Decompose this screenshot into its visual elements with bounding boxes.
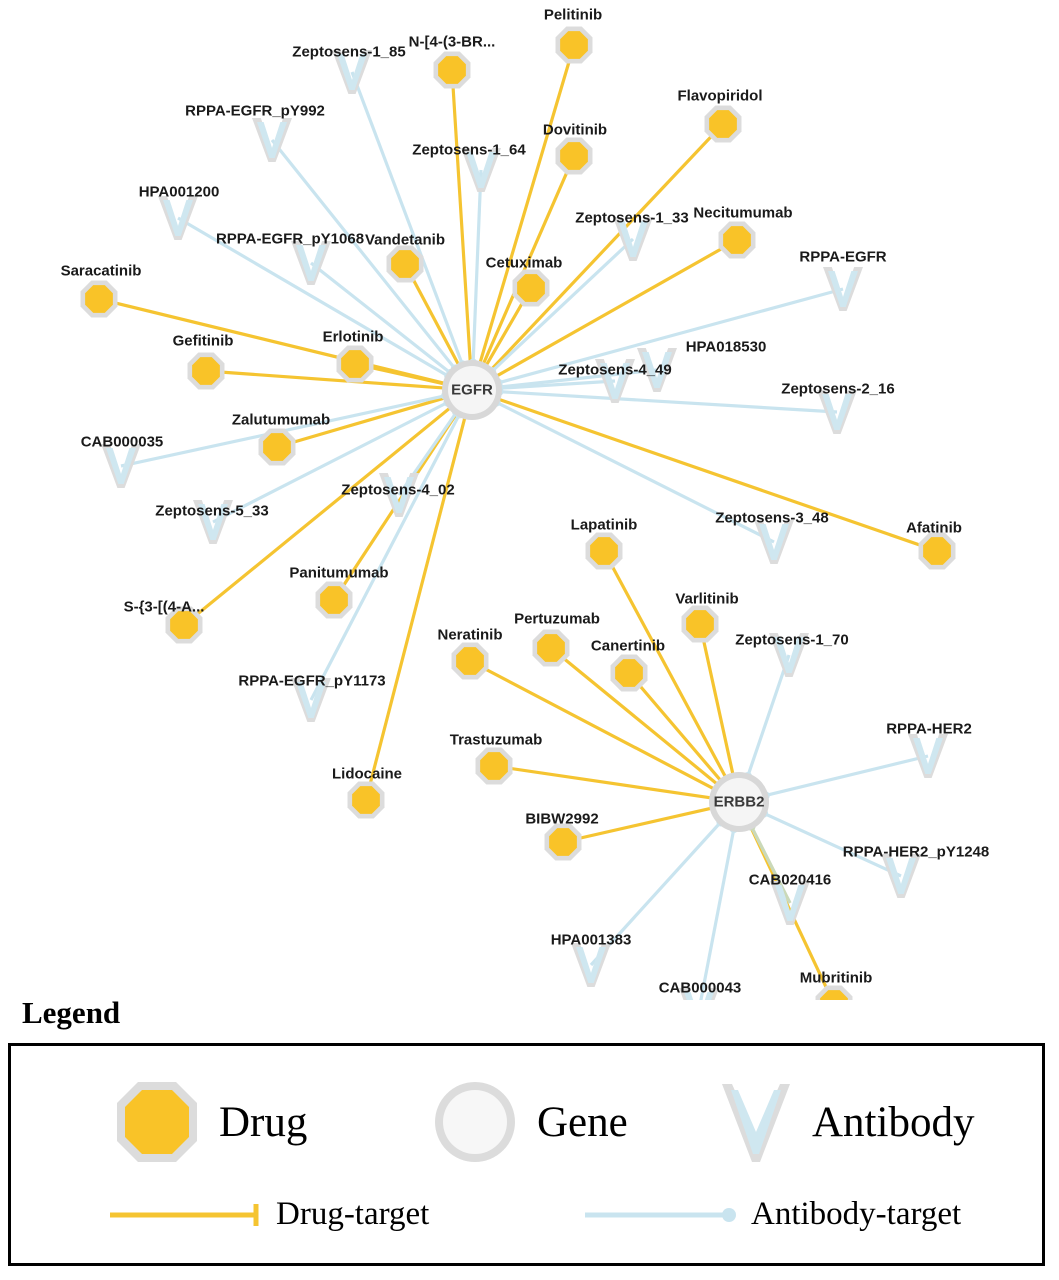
antibody-label: RPPA-HER2 (886, 720, 972, 738)
edge (473, 170, 481, 363)
drug-node[interactable] (192, 357, 220, 385)
drug-node[interactable] (709, 110, 737, 138)
edge (491, 121, 723, 370)
legend-item-drug-target (106, 1196, 429, 1233)
antibody-label: RPPA-HER2_pY1248 (842, 843, 990, 861)
antibody-label: Zeptosens-1_85 (292, 43, 406, 61)
edge (748, 655, 789, 776)
drug-label: Trastuzumab (449, 731, 543, 749)
drug-label: Saracatinib (60, 262, 142, 280)
antibody-label: Zeptosens-1_33 (575, 209, 689, 227)
drug-node[interactable] (352, 786, 380, 814)
edge (498, 399, 937, 551)
drug-label: S-{3-[(4-A... (123, 598, 205, 616)
edge (700, 624, 733, 776)
drug-node[interactable] (391, 250, 419, 278)
drug-node[interactable] (590, 537, 618, 565)
gene-circle-icon (429, 1076, 521, 1168)
drug-label: Canertinib (590, 637, 666, 655)
legend-box (8, 1043, 1045, 1266)
drug-label: Gefitinib (172, 332, 234, 350)
antibody-label: Zeptosens-5_33 (155, 502, 269, 520)
gene-label[interactable]: ERBB2 (713, 793, 765, 811)
antibody-label: Zeptosens-4_02 (341, 481, 455, 499)
antibody-label: CAB020416 (748, 871, 832, 889)
edge (352, 72, 462, 365)
edge (699, 829, 734, 1000)
gene-label[interactable]: EGFR (451, 381, 493, 399)
drug-label: Mubritinib (799, 969, 873, 987)
drug-octagon-icon (111, 1076, 203, 1168)
drug-node[interactable] (560, 31, 588, 59)
legend-label-drug-target: Drug-target (276, 1196, 430, 1232)
edge (751, 826, 790, 903)
antibody-label: RPPA-EGFR (799, 248, 887, 266)
drug-label: Zalutumumab (231, 411, 331, 429)
drug-label: Lidocaine (331, 765, 403, 783)
drug-label: BIBW2992 (525, 810, 599, 828)
edge-layer (99, 45, 937, 1000)
drug-node[interactable] (170, 611, 198, 639)
edge (483, 156, 574, 365)
drug-node[interactable] (263, 433, 291, 461)
drug-node[interactable] (560, 142, 588, 170)
antibody-v-icon (716, 1076, 796, 1168)
legend-label-gene: Gene (537, 1098, 628, 1146)
drug-label: Cetuximab (485, 254, 563, 272)
drug-node[interactable] (85, 285, 113, 313)
drug-node[interactable] (456, 647, 484, 675)
drug-label: Afatinib (906, 519, 962, 537)
edge (99, 299, 446, 384)
drug-node[interactable] (438, 56, 466, 84)
drug-label: Neratinib (437, 626, 503, 644)
antibody-label: RPPA-EGFR_pY1173 (238, 672, 386, 690)
drug-label: Pertuzumab (514, 610, 600, 628)
drug-label: Lapatinib (570, 516, 638, 534)
drug-label: Vandetanib (364, 231, 446, 249)
antibody-label: Zeptosens-4_49 (558, 361, 672, 379)
antibody-label: HPA018530 (685, 338, 767, 356)
drug-label: Pelitinib (543, 6, 603, 24)
drug-node[interactable] (320, 586, 348, 614)
antibody-label: CAB000043 (658, 979, 742, 997)
legend-item-antibody-target (581, 1196, 961, 1233)
legend-title: Legend (22, 995, 121, 1030)
drug-node[interactable] (341, 350, 369, 378)
antibody-label: Zeptosens-1_64 (412, 141, 526, 159)
drug-node[interactable] (549, 828, 577, 856)
edge (499, 392, 837, 412)
drug-node[interactable] (517, 274, 545, 302)
drug-node[interactable] (686, 610, 714, 638)
edge (452, 70, 470, 363)
legend-label-antibody-target: Antibody-target (751, 1196, 962, 1232)
antibody-label: Zeptosens-3_48 (715, 509, 829, 527)
antibody-label: Zeptosens-2_16 (781, 380, 895, 398)
edge (764, 813, 901, 876)
legend-label-antibody: Antibody (812, 1098, 975, 1146)
edge (765, 756, 928, 796)
drug-label: Dovitinib (542, 121, 608, 139)
drug-label: N-[4-(3-BR... (408, 33, 496, 51)
antibody-label: RPPA-EGFR_pY992 (185, 102, 325, 120)
edge (277, 398, 446, 447)
edge (563, 808, 713, 842)
antibody-label: RPPA-EGFR_pY1068 (215, 230, 365, 248)
antibody-label: CAB000035 (80, 433, 164, 451)
drug-label: Panitumumab (289, 564, 389, 582)
legend-item-antibody (716, 1076, 974, 1168)
antibody-node[interactable] (684, 992, 714, 1000)
antibody-label: HPA001383 (550, 931, 632, 949)
edge (495, 240, 737, 377)
drug-label: Necitumumab (693, 204, 793, 222)
drug-label: Flavopiridol (677, 87, 763, 105)
antibody-label: Zeptosens-1_70 (735, 631, 849, 649)
edge (480, 45, 574, 364)
legend-label-drug: Drug (219, 1098, 308, 1146)
edge (629, 673, 721, 781)
drug-node[interactable] (615, 659, 643, 687)
drug-label: Erlotinib (322, 328, 384, 346)
edge (498, 289, 843, 383)
legend-edges-row (11, 1196, 1042, 1256)
legend-item-drug (111, 1076, 307, 1168)
legend-item-gene (429, 1076, 628, 1168)
legend-shapes-row (11, 1068, 1042, 1178)
edge (311, 414, 460, 700)
edge (496, 402, 774, 542)
drug-node[interactable] (723, 226, 751, 254)
drug-node[interactable] (537, 634, 565, 662)
drug-target-edge-icon (106, 1200, 266, 1230)
antibody-target-edge-icon (581, 1200, 741, 1230)
antibody-label: HPA001200 (138, 183, 220, 201)
drug-label: Varlitinib (675, 590, 739, 608)
drug-node[interactable] (480, 752, 508, 780)
drug-node[interactable] (923, 537, 951, 565)
